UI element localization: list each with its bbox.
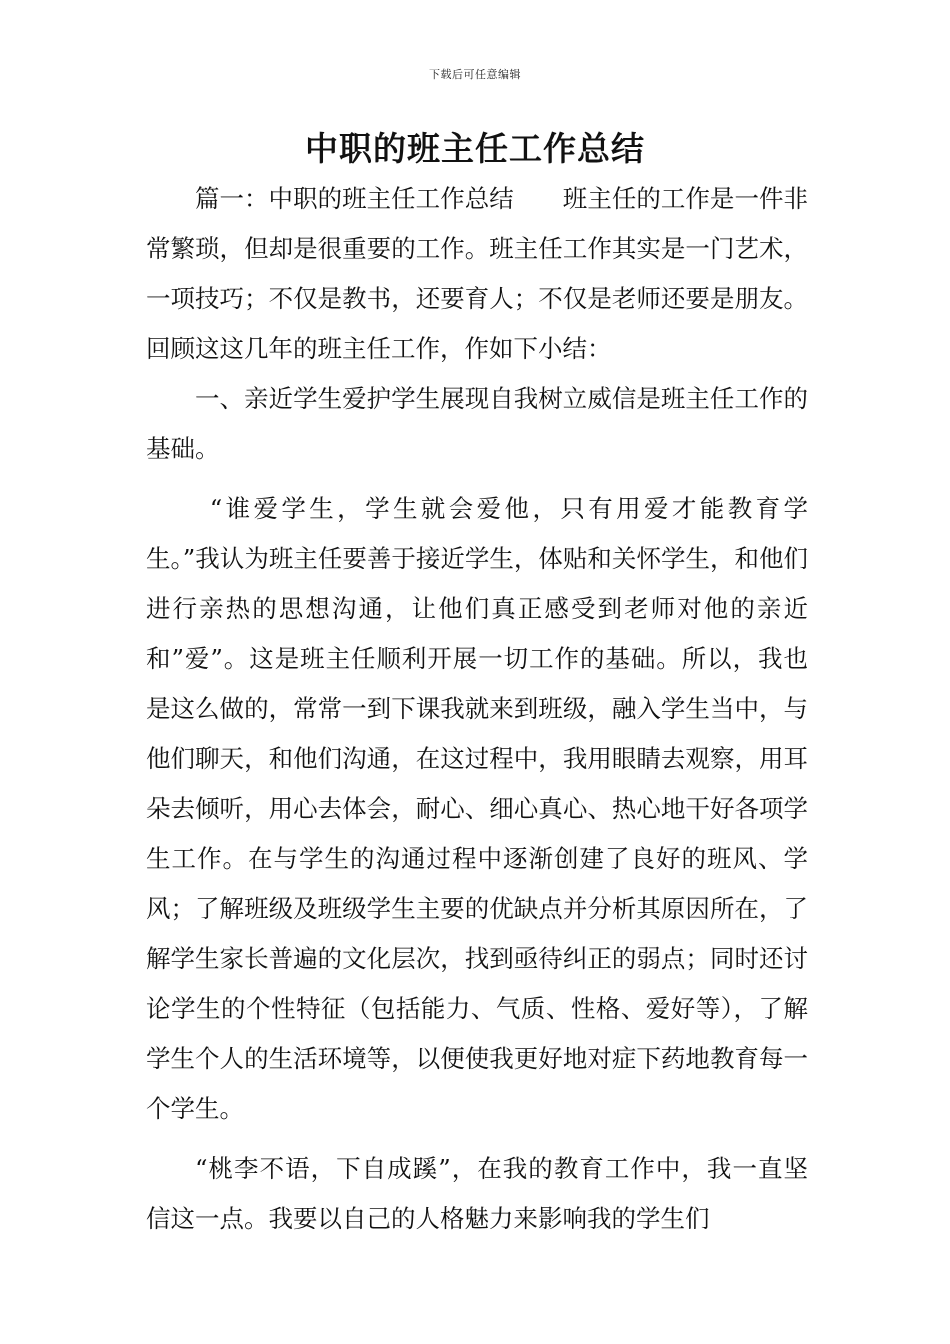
paragraph-peach-plum: “桃李不语，下自成蹊”，在我的教育工作中，我一直坚信这一点。我要以自己的人格魅力来影响我的学生们 xyxy=(146,1154,808,1233)
paragraph-section-one-heading: 一、亲近学生爱护学生展现自我树立威信是班主任工作的基础。 xyxy=(146,384,808,463)
paragraph-intro: 篇一：中职的班主任工作总结 班主任的工作是一件非常繁琐，但却是很重要的工作。班主任工作其实是一门艺术，一项技巧；不仅是教书，还要育人；不仅是老师还要是朋友。回顾这这几年的班主任工作，作如下小结： xyxy=(146,184,808,363)
paragraph-love-students: “谁爱学生，学生就会爱他，只有用爱才能教育学生。”我认为班主任要善于接近学生，体贴和关怀学生，和他们进行亲热的思想沟通，让他们真正感受到老师对他的亲近和”爱”。这是班主任顺利开展一切工作的基础。所以，我也是这么做的，常常一到下课我就来到班级，融入学生当中，与他们聊天，和他们沟通，在这过程中，我用眼睛去观察，用耳朵去倾听，用心去体会，耐心、细心真心、热心地干好各项学生工作。在与学生的沟通过程中逐渐创建了良好的班风、学风；了解班级及班级学生主要的优缺点并分析其原因所在，了解学生家长普遍的文化层次，找到亟待纠正的弱点；同时还讨论学生的个性特征（包括能力、气质、性格、爱好等），了解学生个人的生活环境等，以便使我更好地对症下药地教育每一个学生。 xyxy=(146,494,808,1123)
header-note: 下载后可任意编辑 xyxy=(429,68,521,81)
document-title: 中职的班主任工作总结 xyxy=(305,129,645,168)
document-body xyxy=(146,174,808,1244)
paragraph-gap xyxy=(146,1134,808,1144)
paragraph-gap xyxy=(146,474,808,484)
